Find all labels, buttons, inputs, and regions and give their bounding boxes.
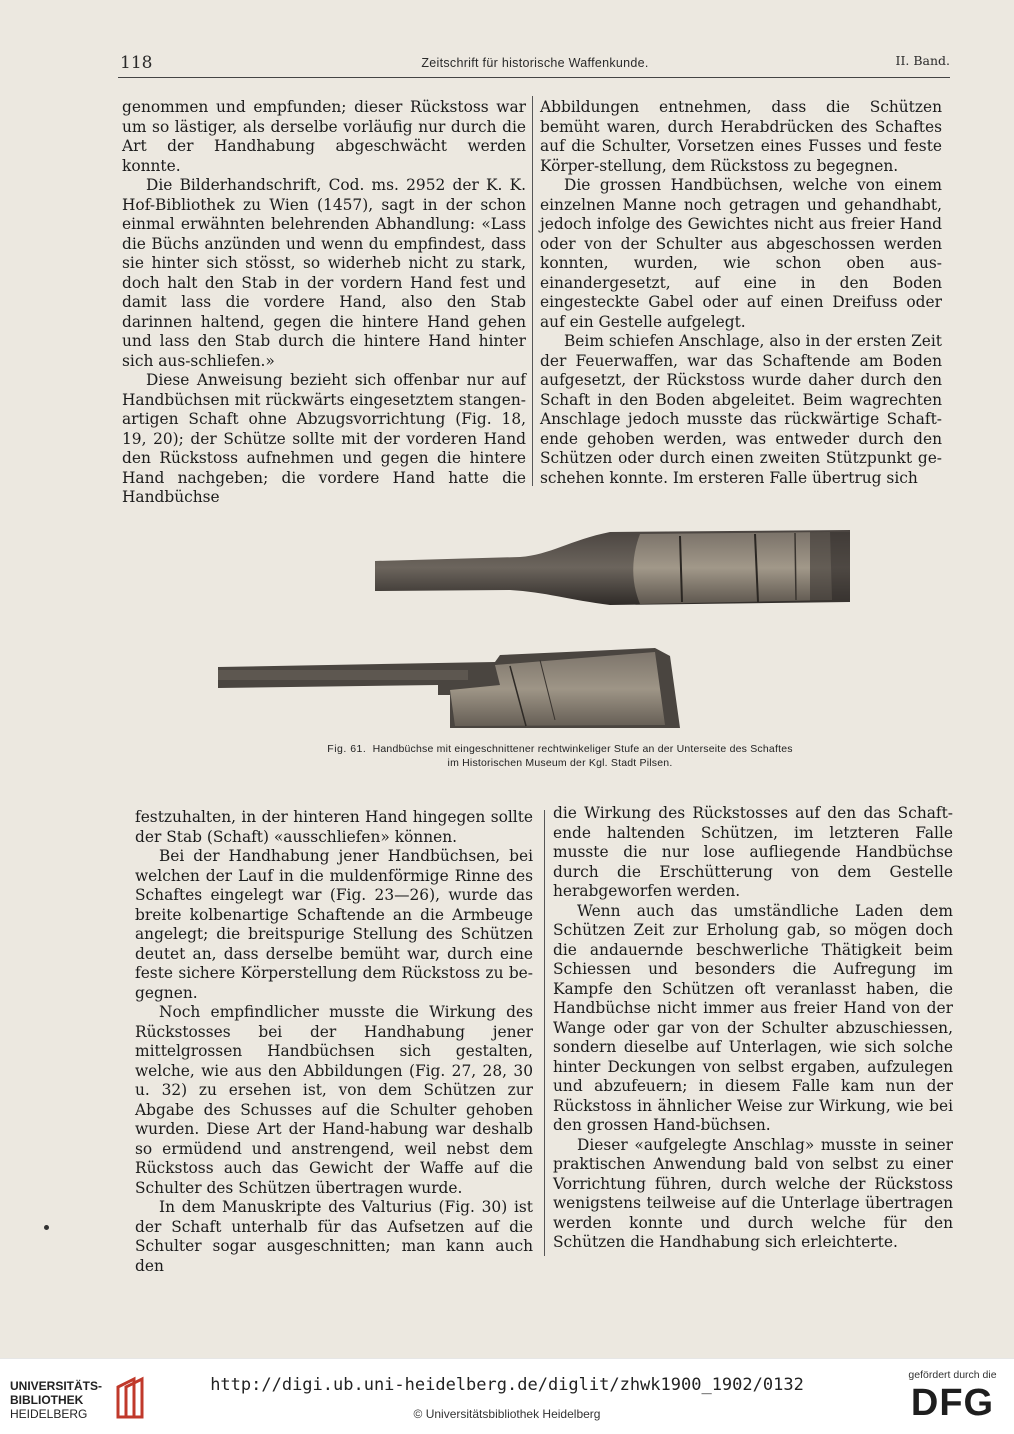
journal-title: Zeitschrift für historische Waffenkunde. — [421, 56, 649, 70]
library-line-1: UNIVERSITÄTS- — [10, 1379, 103, 1393]
paragraph: Diese Anweisung bezieht sich offenbar nur auf Handbüchsen mit rückwärts eingesetztem stangen-artigen Schaft ohne Abzugsvorrichtung (Fig. 18, 19, 20); der Schütze sollte mit der vorderen Hand den Rückstoss aufnehmen und gegen die hintere Hand nachgeben; die vordere Hand hatte die Handbüchse — [122, 371, 526, 506]
figure-handbuechse-photos — [210, 520, 870, 750]
column-right-top — [540, 98, 942, 488]
volume-label: II. Band. — [895, 53, 950, 68]
handbuechse-photo-bottom — [218, 648, 680, 728]
page-number: 118 — [120, 53, 153, 73]
paragraph: Beim schiefen Anschlage, also in der ersten Zeit der Feuerwaffen, war das Schaftende am Boden aufgesetzt, der Rückstoss wurde daher durch den Schaft in den Boden abgeleitet. Beim wagrechten Anschlage jedoch musste das rückwärtige Schaft-ende gehoben werden, was entweder durch den Schützen oder durch einen zweiten Stützpunkt ge-schehen konnte. Im ersteren Falle übertrug sich — [540, 332, 942, 487]
paragraph: festzuhalten, in der hinteren Hand hingegen sollte der Stab (Schaft) «ausschliefen» können. — [135, 808, 533, 846]
column-divider — [544, 810, 545, 1256]
library-line-2: BIBLIOTHEK — [10, 1393, 84, 1407]
dfg-wordmark: DFG — [910, 1382, 995, 1424]
paragraph: die Wirkung des Rückstosses auf den das Schaft-ende haltenden Schützen, im letzteren Falle musste die nur lose aufliegende Handbüchse durch die Erschütterung von dem Gestelle herabgeworfen werden. — [553, 804, 953, 900]
paragraph: Wenn auch das umständliche Laden dem Schützen Zeit zur Erholung gab, so mögen doch die andauernde beschwerliche Thätigkeit beim Schiessen und besonders die Aufregung im Kampfe den Schützen oft veranlasst haben, die Handbüchse nicht immer aus freier Hand von der Wange oder gar von der Schulter abzuschiessen, sondern dieselbe auf Unterlagen, wie sich solche hinter Deckungen von selbst ergaben, aufzulegen und abzufeuern; in diesem Falle kam nun der Rückstoss in ähnlicher Weise zur Wirkung, wie bei den grossen Hand-büchsen. — [553, 901, 953, 1134]
copyright-notice: © Universitätsbibliothek Heidelberg — [413, 1407, 601, 1421]
library-line-3: HEIDELBERG — [10, 1407, 88, 1421]
header-rule — [118, 77, 950, 78]
column-left-bottom — [135, 808, 533, 1276]
figure-label: Fig. 61. — [327, 743, 367, 755]
column-left-top — [122, 98, 526, 508]
paragraph: Noch empfindlicher musste die Wirkung des Rückstosses bei der Handhabung jener mittelgrossen Handbüchsen sich gestalten, welche, wie aus den Abbildungen (Fig. 27, 28, 30 u. 32) zu ersehen ist, von dem Schützen zur Abgabe des Schusses auf die Schulter gehoben wurden. Diese Art der Hand-habung war deshalb so ermüdend und anstrengend, weil nebst dem Rückstoss auch das Gewicht der Waffe auf die Schulter des Schützen übertragen wurde. — [135, 1003, 533, 1197]
paragraph: Abbildungen entnehmen, dass die Schützen bemüht waren, durch Herabdrücken des Schaftes auf die Schulter, Vorsetzen eines Fusses und feste Körper-stellung, dem Rückstoss zu begegnen. — [540, 98, 942, 175]
paragraph: Bei der Handhabung jener Handbüchsen, bei welchen der Lauf in die muldenförmige Rinne des Schaftes eingelegt war (Fig. 23—26), wurde das breite kolbenartige Schaftende an die Armbeuge angelegt; die breitspurige Stellung des Schützen deutet an, dass derselbe bemüht war, durch eine feste sichere Körperstellung dem Rückstoss zu be-gegnen. — [135, 847, 533, 1002]
viewer-footer — [0, 1358, 1014, 1434]
caption-line-2: im Historischen Museum der Kgl. Stadt Pilsen. — [447, 757, 673, 769]
caption-line-1: Handbüchse mit eingeschnittener rechtwinkeliger Stufe an der Unterseite des Schaftes — [372, 743, 793, 755]
paragraph: genommen und empfunden; dieser Rückstoss war um so lästiger, als derselbe vorläufig nur durch die Art der Handhabung abgeschwächt werden konnte. — [122, 98, 526, 175]
paragraph: In dem Manuskripte des Valturius (Fig. 30) ist der Schaft unterhalb für das Aufsetzen auf die Schulter sogar ausgeschnitten; man kann auch den — [135, 1198, 533, 1275]
column-right-bottom — [553, 804, 953, 1253]
funding-note: gefördert durch die — [908, 1369, 997, 1381]
handbuechse-photo-top — [375, 530, 850, 605]
paragraph: Die Bilderhandschrift, Cod. ms. 2952 der K. K. Hof-Bibliothek zu Wien (1457), sagt in der schon einmal erwähnten belehrenden Abhandlung: «Lass die Büchs anzünden und wenn du empfindest, dass sie hinter sich stösst, so widerheb nicht zu stark, doch halt den Stab in der vordern Hand fest und damit lass die vordere Hand, also den Stab darinnen haltend, gegen die hintere Hand gehen und lass den Stab durch die hintere Hand hinter sich aus-schliefen.» — [122, 176, 526, 370]
dfg-logo[interactable] — [900, 1369, 1005, 1427]
paragraph: Dieser «aufgelegte Anschlag» musste in seiner praktischen Anwendung bald von selbst zu einer Vorrichtung führen, durch welche der Rückstoss wenigstens teilweise auf die Unterlage übertragen werden konnte und durch welche für den Schützen die Handhabung sich erleichterte. — [553, 1135, 953, 1251]
column-divider — [532, 96, 533, 486]
permalink-url[interactable]: http://digi.ub.uni-heidelberg.de/diglit/zhwk1900_1902/0132 — [210, 1375, 804, 1395]
paragraph: Die grossen Handbüchsen, welche von einem einzelnen Manne noch getragen und gehandhabt, jedoch infolge des Gewichtes nicht aus freier Hand oder von der Schulter aus abgeschossen werden konnten, wurden, wie schon oben aus-einandergesetzt, auf eine in den Boden eingesteckte Gabel oder auf einen Dreifuss oder auf ein Gestelle aufgelegt. — [540, 176, 942, 331]
figure-caption — [240, 742, 880, 770]
running-head — [120, 53, 950, 77]
margin-mark — [44, 1225, 49, 1230]
